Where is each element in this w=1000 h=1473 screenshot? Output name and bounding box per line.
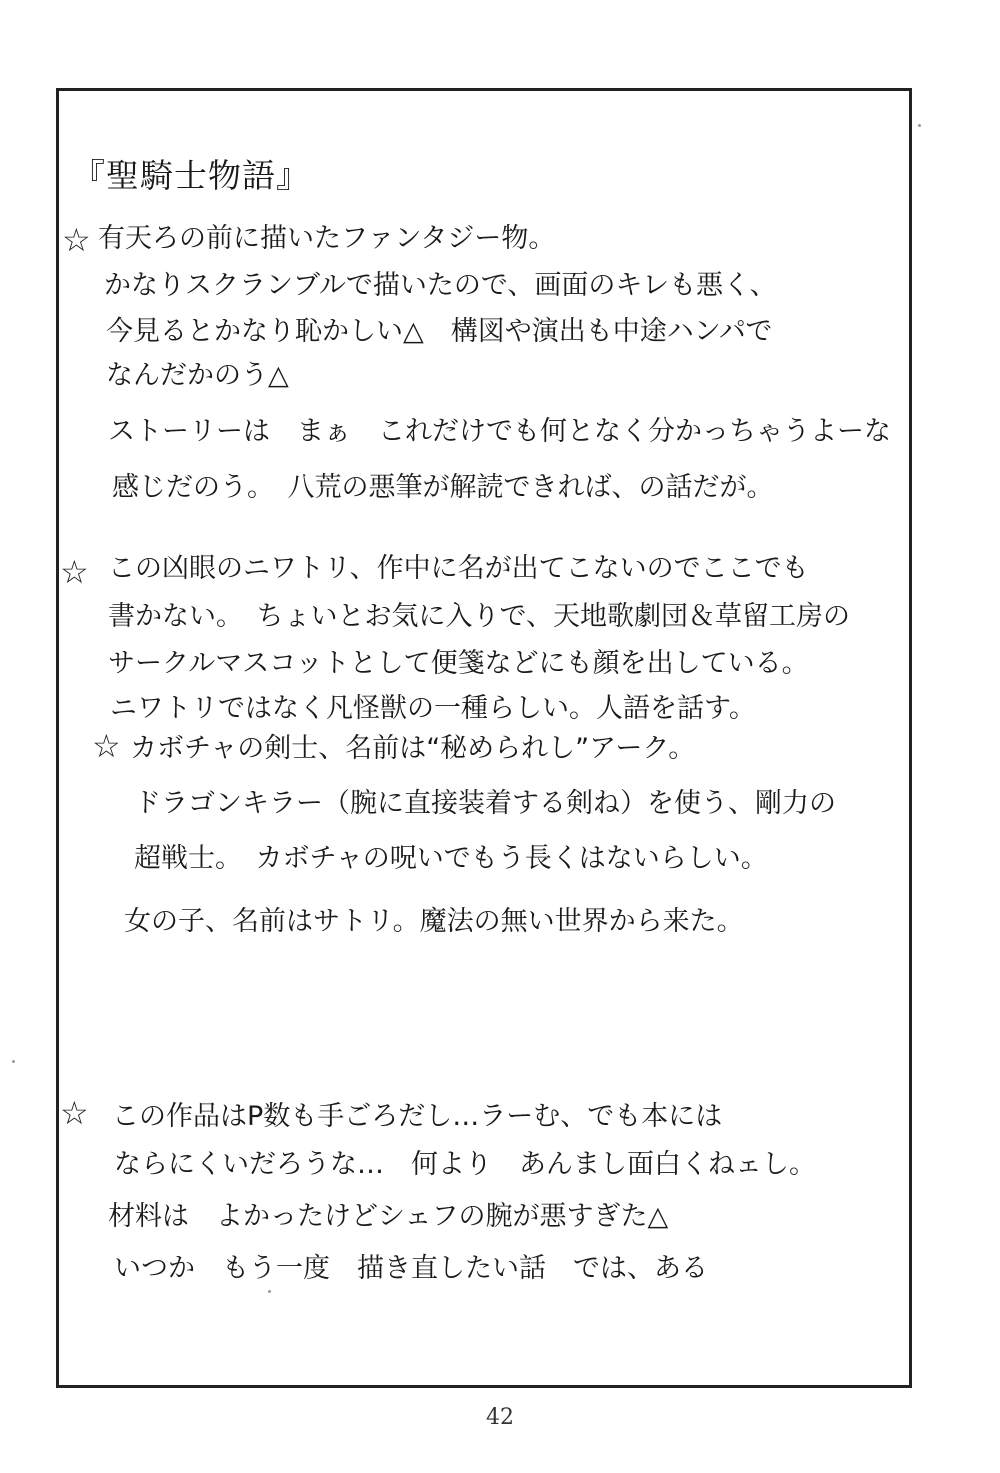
note-line: 感じだのう。 八荒の悪筆が解読できれば、の話だが。 xyxy=(112,472,774,503)
note-line: 書かない。 ちょいとお気に入りで、天地歌劇団＆草留工房の xyxy=(108,601,850,632)
note-line: 超戦士。 カボチャの呪いでもう長くはないらしい。 xyxy=(134,843,768,874)
star-outline-icon: ☆ xyxy=(92,727,121,765)
note-line: ストーリーは まぁ これだけでも何となく分かっちゃうよーな xyxy=(108,416,891,447)
page-number: 42 xyxy=(486,1405,514,1430)
note-line: いつか もう一度 描き直したい話 では、ある xyxy=(114,1253,708,1284)
note-line: この凶眼のニワトリ、作中に名が出てこないのでここでも xyxy=(108,553,809,584)
scan-speck xyxy=(268,1290,271,1293)
star-outline-icon: ☆ xyxy=(60,553,89,591)
note-line: 有天ろの前に描いたファンタジー物。 xyxy=(98,223,556,254)
note-line: サークルマスコットとして便箋などにも顔を出している。 xyxy=(108,648,809,679)
star-outline-icon: ☆ xyxy=(60,1094,89,1132)
page-title: 『聖騎士物語』 xyxy=(72,156,310,195)
note-line: 材料は よかったけどシェフの腕が悪すぎた△ xyxy=(108,1201,669,1232)
scan-speck xyxy=(12,1060,15,1063)
star-outline-icon: ☆ xyxy=(62,221,91,259)
note-line: ニワトリではなく凡怪獣の一種らしい。人語を話す。 xyxy=(110,693,756,724)
note-line: ドラゴンキラー（腕に直接装着する剣ね）を使う、剛力の xyxy=(134,788,836,819)
note-line: 女の子、名前はサトリ。魔法の無い世界から来た。 xyxy=(124,906,744,937)
note-line: ならにくいだろうな… 何より あんまし面白くねェし。 xyxy=(114,1149,816,1180)
note-line: カボチャの剣士、名前は“秘められし”アーク。 xyxy=(130,733,696,764)
note-line: 今見るとかなり恥かしい△ 構図や演出も中途ハンパで xyxy=(106,316,773,347)
note-line: かなりスクランブルで描いたので、画面のキレも悪く、 xyxy=(104,270,777,301)
note-line: この作品はP数も手ごろだし…ラーむ、でも本には xyxy=(112,1101,723,1132)
scan-speck xyxy=(918,124,921,127)
note-line: なんだかのう△ xyxy=(106,360,289,391)
